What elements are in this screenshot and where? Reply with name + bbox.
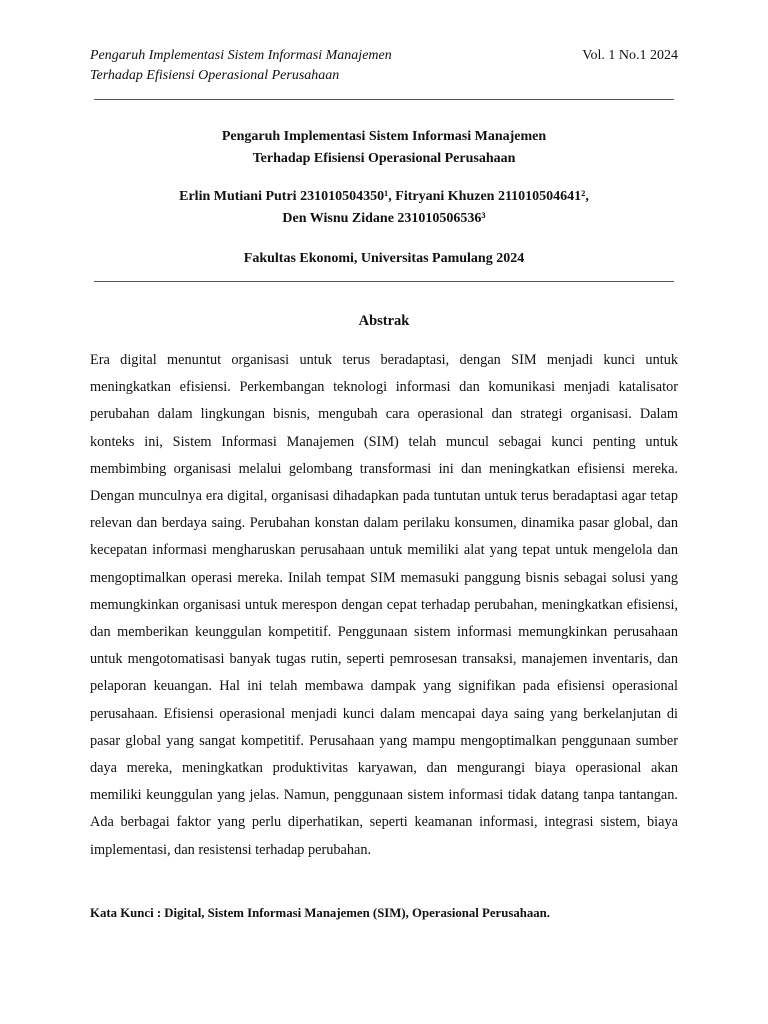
volume-label: Vol. 1 No.1 2024 [582, 48, 678, 63]
header-divider [94, 99, 674, 100]
author-line2: Den Wisnu Zidane 231010506536³ [282, 211, 486, 226]
paper-title [90, 126, 678, 170]
running-title-line1: Pengaruh Implementasi Sistem Informasi Manajemen [90, 48, 392, 63]
running-title-line2: Terhadap Efisiensi Operasional Perusahaan [90, 68, 340, 83]
keywords: Kata Kunci : Digital, Sistem Informasi Manajemen (SIM), Operasional Perusahaan. [90, 906, 550, 920]
abstract-heading: Abstrak [358, 313, 410, 329]
abstract-body: Era digital menuntut organisasi untuk terus beradaptasi, dengan SIM menjadi kunci untuk meningkatkan efisiensi. Perkembangan teknologi informasi dan komunikasi menjadi katalisator perubahan dalam lingkungan bisnis, mengubah cara operasional dan strategi organisasi. Dalam konteks ini, Sistem Informasi Manajemen (SIM) telah muncul sebagai kunci penting untuk membimbing organisasi melalui gelombang transformasi ini dan meningkatkan efisiensi mereka. Dengan munculnya era digital, organisasi dihadapkan pada tuntutan untuk terus beradaptasi agar tetap relevan dan berdaya saing. Perubahan konstan dalam perilaku konsumen, dinamika pasar global, dan kecepatan informasi mengharuskan perusahaan untuk memiliki alat yang tepat untuk mengelola dan mengoptimalkan operasi mereka. Inilah tempat SIM memasuki panggung bisnis sebagai solusi yang memungkinkan organisasi untuk merespon dengan cepat terhadap perubahan, meningkatkan efisiensi, dan memberikan keunggulan kompetitif. Penggunaan sistem informasi memungkinkan perusahaan untuk mengotomatisasi banyak tugas rutin, seperti pemrosesan transaksi, manajemen inventaris, dan pelaporan keuangan. Hal ini telah membawa dampak yang signifikan pada efisiensi operasional perusahaan. Efisiensi operasional menjadi kunci dalam mencapai daya saing yang berkelanjutan di pasar global yang sangat kompetitif. Perusahaan yang mampu mengoptimalkan penggunaan sumber daya mereka, meningkatkan produktivitas karyawan, dan mengurangi biaya operasional akan memiliki keunggulan yang jelas. Namun, penggunaan sistem informasi tidak datang tanpa tantangan. Ada berbagai faktor yang perlu diperhatikan, seperti keamanan informasi, integrasi sistem, biaya implementasi, dan resistensi terhadap perubahan. [90, 352, 678, 858]
author-list [90, 186, 678, 230]
paper-title-line2: Terhadap Efisiensi Operasional Perusahaan [252, 151, 516, 166]
paper-title-line1: Pengaruh Implementasi Sistem Informasi Manajemen [221, 129, 547, 144]
running-title [90, 46, 392, 86]
affiliation: Fakultas Ekonomi, Universitas Pamulang 2024 [243, 251, 525, 266]
title-divider [94, 281, 674, 282]
author-line1: Erlin Mutiani Putri 231010504350¹, Fitryani Khuzen 211010504641², [179, 189, 589, 204]
